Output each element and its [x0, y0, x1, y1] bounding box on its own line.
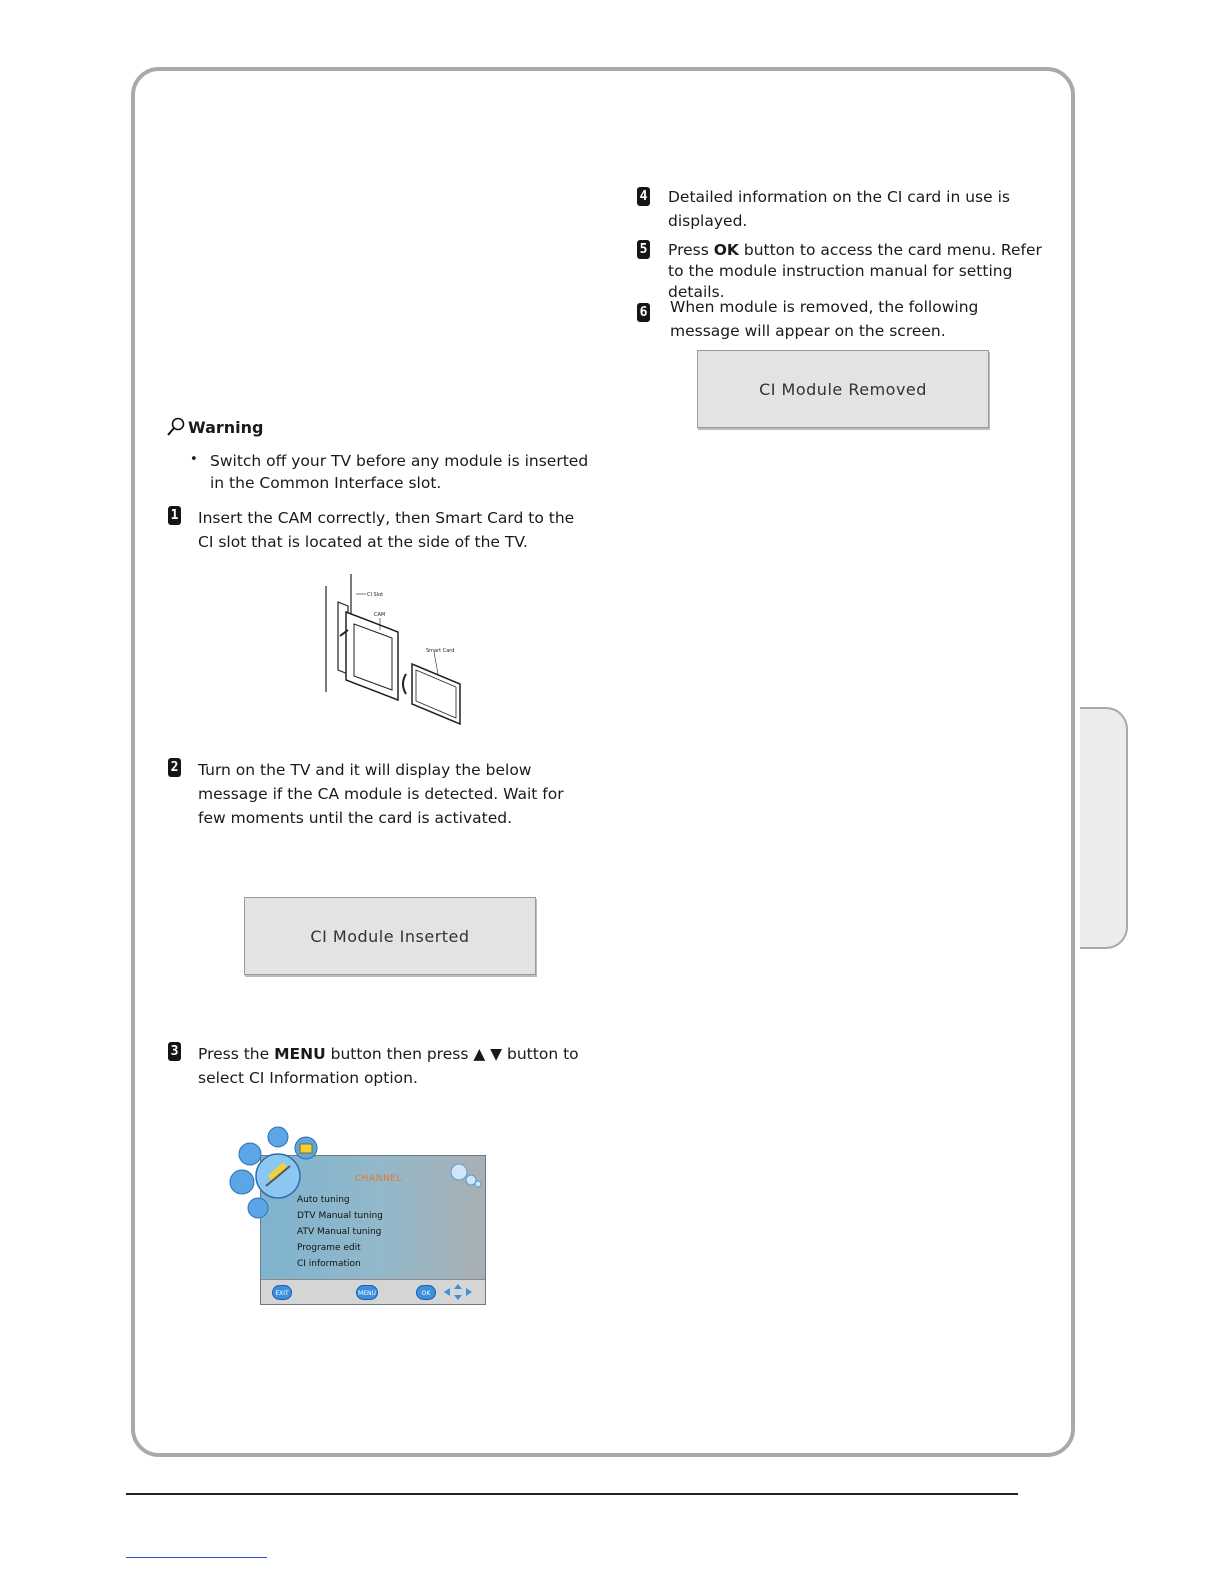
- step-2-text: Turn on the TV and it will display the below message if the CA module is detected. Wait for few moments until the card is activated.: [198, 761, 564, 827]
- menu-button-label: MENU: [274, 1045, 326, 1063]
- step-3-badge: 3: [168, 1042, 181, 1061]
- step-4-text: Detailed information on the CI card in use is displayed.: [668, 188, 1010, 230]
- menu-button-bar: [261, 1279, 485, 1304]
- bubbles-icon: [449, 1162, 483, 1188]
- ci-slot-label: CI Slot: [367, 592, 384, 598]
- step-3-post: button then press ▲ ▼ button to select CI Information option.: [198, 1045, 579, 1087]
- ci-slot-diagram: [320, 572, 480, 732]
- warning-title: Warning: [188, 418, 264, 437]
- step-4-badge: 4: [637, 187, 650, 206]
- warning-text: Switch off your TV before any module is inserted in the Common Interface slot.: [210, 452, 589, 492]
- step-5-pre: Press: [668, 241, 714, 259]
- ci-module-inserted-message: CI Module Inserted: [244, 897, 536, 975]
- menu-title: CHANNEL: [355, 1174, 402, 1184]
- menu-item: ATV Manual tuning: [297, 1227, 382, 1237]
- step-3-pre: Press the: [198, 1045, 275, 1063]
- step-5-badge: 5: [637, 240, 650, 259]
- menu-item: DTV Manual tuning: [297, 1211, 383, 1221]
- step-6-text: When module is removed, the following message will appear on the screen.: [670, 298, 979, 340]
- step-1-badge: 1: [168, 506, 181, 525]
- bottom-rule: [126, 1493, 1018, 1495]
- exit-button: EXIT: [272, 1285, 292, 1300]
- ci-module-removed-message: CI Module Removed: [697, 350, 989, 428]
- step-2-badge: 2: [168, 758, 181, 777]
- menu-item: Programe edit: [297, 1243, 361, 1253]
- smart-card-label: Smart Card: [426, 648, 455, 654]
- step-3-text: [198, 1042, 590, 1090]
- step-6-badge: 6: [637, 303, 650, 322]
- step-1-text: Insert the CAM correctly, then Smart Card to the CI slot that is located at the side of the TV.: [198, 509, 575, 551]
- magnifier-icon: [166, 417, 186, 437]
- step-5-text: [668, 240, 1048, 303]
- footer-link-underline: [126, 1557, 267, 1558]
- bullet-dot: •: [190, 452, 198, 467]
- menu-category-icons: [228, 1124, 324, 1220]
- menu-item: Auto tuning: [297, 1195, 350, 1205]
- ok-button: OK: [416, 1285, 436, 1300]
- side-tab: [1080, 707, 1128, 949]
- ok-button-label: OK: [713, 241, 739, 259]
- menu-item: CI information: [297, 1259, 361, 1269]
- menu-button: MENU: [356, 1285, 378, 1300]
- step-5-post: button to access the card menu. Refer to the module instruction manual for setting details.: [668, 241, 1042, 301]
- cam-label: CAM: [374, 612, 386, 618]
- arrow-keys-icon: [442, 1283, 474, 1301]
